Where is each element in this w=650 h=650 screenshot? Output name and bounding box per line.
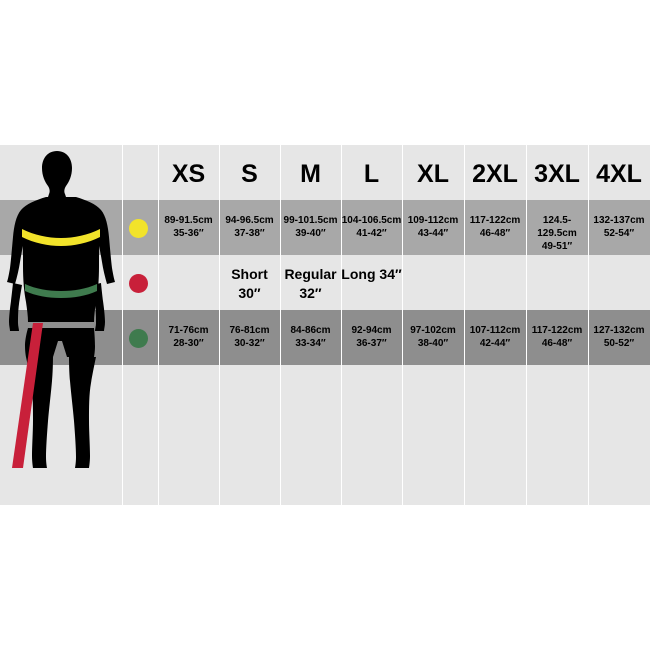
leg-length-cell-m: Regular 32″ — [284, 266, 337, 301]
chest-cell-xl: 109-112cm 43-44″ — [407, 215, 459, 239]
chest-cell-s: 94-96.5cm 37-38″ — [225, 215, 274, 239]
waist-cell-l: 92-94cm 36-37″ — [351, 325, 392, 349]
waist-cell-m: 84-86cm 33-34″ — [290, 325, 331, 349]
size-header-s: S — [241, 160, 258, 188]
size-header-m: M — [300, 160, 321, 188]
waist-cell-2xl: 107-112cm 42-44″ — [469, 325, 521, 349]
size-header-xs: XS — [171, 160, 206, 188]
male-body-silhouette — [0, 145, 122, 505]
chest-cell-m: 99-101.5cm 39-40″ — [283, 215, 338, 239]
chest-cell-3xl: 124.5-129.5cm 49-51″ — [537, 215, 577, 252]
red-dot-icon — [129, 274, 148, 293]
leg-length-cell-s: Short 30″ — [231, 266, 268, 301]
waist-cell-3xl: 117-122cm 46-48″ — [531, 325, 583, 349]
waist-cell-4xl: 127-132cm 50-52″ — [593, 325, 645, 349]
column-separator — [122, 145, 123, 505]
size-chart — [0, 145, 650, 505]
yellow-dot-icon — [129, 219, 148, 238]
size-header-xl: XL — [417, 160, 449, 188]
leg-length-cell-l: Long 34″ — [341, 266, 402, 282]
size-header-4xl: 4XL — [596, 160, 642, 188]
waist-cell-s: 76-81cm 30-32″ — [229, 325, 270, 349]
waist-cell-xs: 71-76cm 28-30″ — [168, 325, 209, 349]
chest-cell-xs: 89-91.5cm 35-36″ — [164, 215, 213, 239]
chest-cell-2xl: 117-122cm 46-48″ — [469, 215, 521, 239]
size-header-l: L — [363, 160, 380, 188]
waist-cell-xl: 97-102cm 38-40″ — [410, 325, 456, 349]
chest-cell-l: 104-106.5cm 41-42″ — [341, 215, 402, 239]
green-dot-icon — [129, 329, 148, 348]
size-header-3xl: 3XL — [534, 160, 580, 188]
size-header-2xl: 2XL — [472, 160, 518, 188]
chest-cell-4xl: 132-137cm 52-54″ — [593, 215, 645, 239]
